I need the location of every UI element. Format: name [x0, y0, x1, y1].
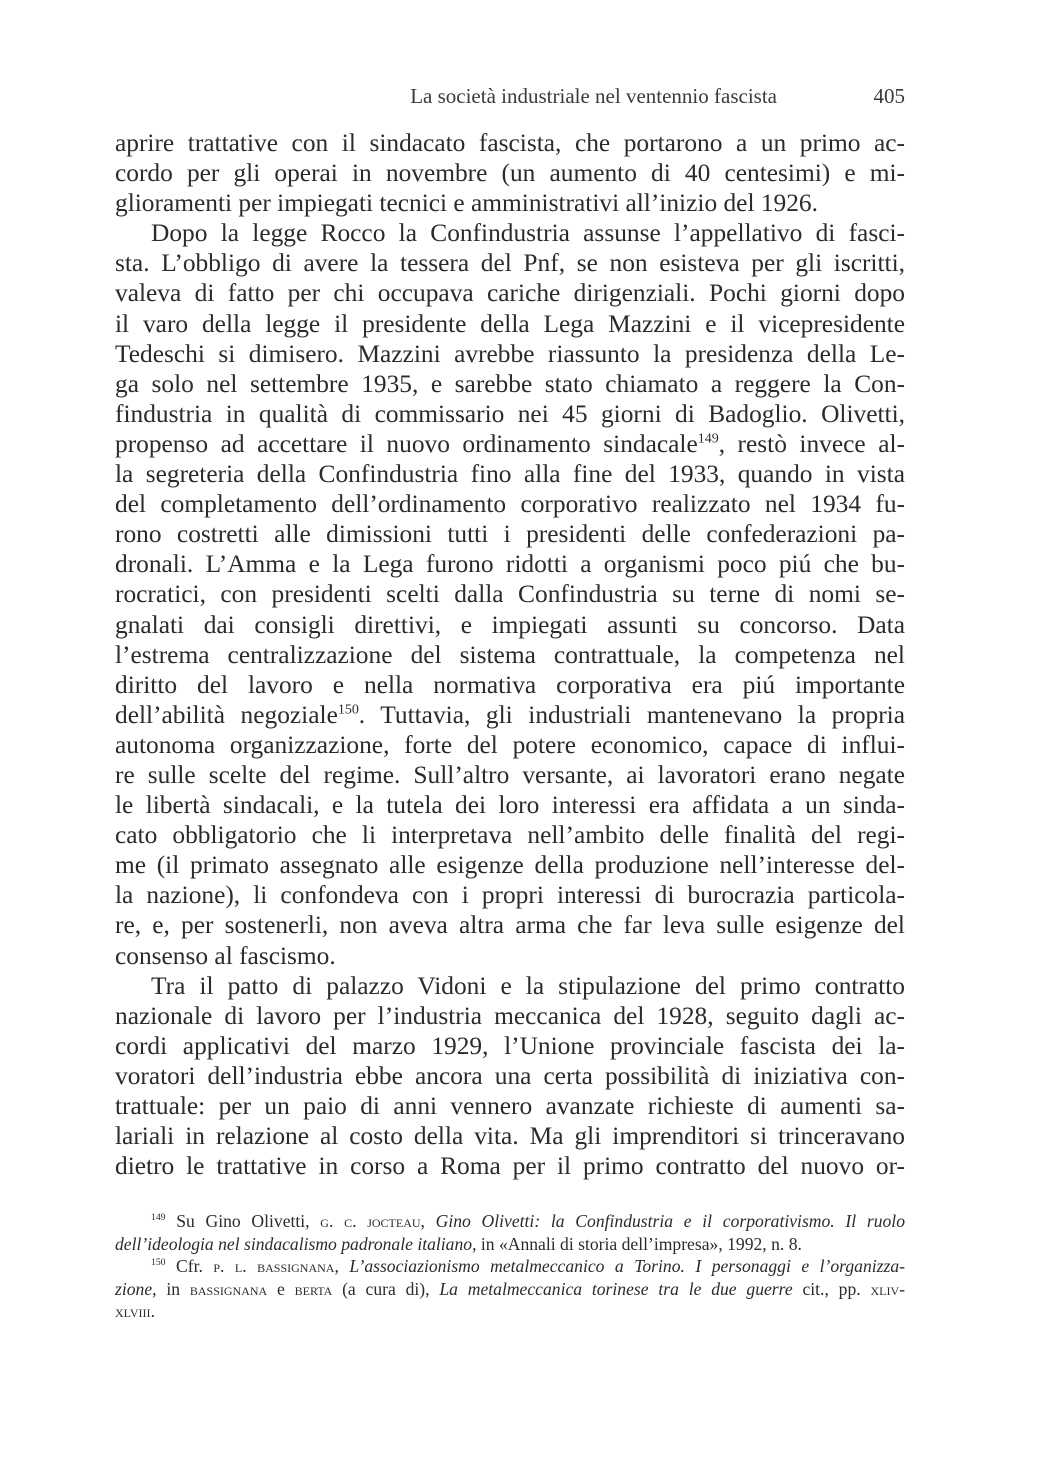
text-line: rocratici, con presidenti scelti dalla Confindustria su terne di nomi se-: [115, 580, 905, 609]
text-segment: . Tuttavia, gli industriali mantenevano la propria: [358, 700, 905, 729]
footnote-ref-149: 149: [697, 431, 719, 447]
text-line: la nazione), li confondeva con i propri interessi di burocrazia particola-: [115, 881, 905, 910]
footnote-150-line: [115, 1300, 905, 1323]
text-line: rono costretti alle dimissioni tutti i presidenti delle confederazioni pa-: [115, 520, 905, 549]
running-title: La società industriale nel ventennio fascista: [410, 84, 777, 108]
footnote-150-line: [115, 1278, 905, 1301]
text-line: autonoma organizzazione, forte del potere economico, capace di influi-: [115, 730, 905, 759]
text-line: Tra il patto di palazzo Vidoni e la stipulazione del primo contratto: [151, 971, 905, 1000]
footnote-text: ,: [420, 1211, 436, 1231]
text-line: diritto del lavoro e nella normativa corporativa era piú importante: [115, 670, 905, 699]
text-line: il varo della legge il presidente della Lega Mazzini e il vicepresidente: [115, 309, 905, 338]
footnote-149-line: [115, 1210, 905, 1233]
text-line: la segreteria della Confindustria fino alla fine del 1933, quando in vista: [115, 460, 905, 489]
text-line: consenso al fascismo.: [115, 941, 336, 970]
text-line: ga solo nel settembre 1935, e sarebbe stato chiamato a reggere la Con-: [115, 369, 905, 398]
text-line: gnalati dai consigli direttivi, e impiegati assunti su concorso. Data: [115, 610, 905, 639]
footnote-text: ,: [334, 1256, 350, 1277]
page-number: 405: [873, 84, 905, 108]
text-line: glioramenti per impiegati tecnici e amministrativi all’inizio del 1926.: [115, 189, 818, 218]
text-line: findustria in qualità di commissario nei 45 giorni di Badoglio. Olivetti,: [115, 399, 905, 428]
footnote-pages: xlviii: [115, 1301, 151, 1322]
footnote-text: , in: [152, 1278, 190, 1299]
text-line: re sulle scelte del regime. Sull’altro versante, ai lavoratori erano negate: [115, 760, 905, 789]
text-line: voratori dell’industria ebbe ancora una certa possibilità di iniziativa con-: [115, 1061, 905, 1090]
text-line: cordo per gli operai in novembre (un aumento di 40 centesimi) e mi-: [115, 159, 905, 188]
footnote-author: berta: [294, 1278, 333, 1299]
footnote-text: (a cura di),: [332, 1278, 440, 1299]
running-header: [115, 84, 905, 114]
footnotes: [115, 1210, 905, 1323]
text-line: l’estrema centralizzazione del sistema contrattuale, la competenza nel: [115, 640, 905, 669]
text-line: del completamento dell’ordinamento corporativo realizzato nel 1934 fu-: [115, 490, 905, 519]
text-line: me (il primato assegnato alle esigenze della produzione nell’interesse del-: [115, 851, 905, 880]
text-line: dietro le trattative in corso a Roma per il primo contratto del nuovo or-: [115, 1152, 905, 1181]
footnote-number: 150: [151, 1257, 166, 1269]
footnote-title: L’associazionismo metalmeccanico a Torino. I personaggi e l’organizza-: [349, 1256, 905, 1277]
footnote-150-line: [115, 1255, 905, 1278]
footnote-text: Su Gino Olivetti,: [176, 1211, 321, 1231]
footnote-ref-150: 150: [337, 702, 359, 718]
footnote-text: cit., pp.: [792, 1278, 871, 1299]
text-line: aprire trattative con il sindacato fascista, che portarono a un primo ac-: [115, 129, 905, 157]
footnote-title: Gino Olivetti: la Confindustria e il corporativismo. Il ruolo: [435, 1211, 905, 1231]
text-segment: dell’abilità negoziale: [115, 700, 338, 729]
text-line: [115, 429, 905, 459]
text-line: re, e, per sostenerli, non aveva altra arma che far leva sulle esigenze del: [115, 911, 905, 940]
text-line: [115, 700, 905, 730]
footnote-text: e: [267, 1278, 295, 1299]
footnote-author: p. l. bassignana: [213, 1256, 335, 1277]
footnote-text: , in «Annali di storia dell’impresa», 1992, n. 8.: [472, 1233, 802, 1254]
text-line: Tedeschi si dimisero. Mazzini avrebbe riassunto la presidenza della Le-: [115, 339, 905, 368]
text-line: valeva di fatto per chi occupava cariche dirigenziali. Pochi giorni dopo: [115, 279, 905, 308]
footnote-text: Cfr.: [176, 1256, 214, 1277]
text-line: nazionale di lavoro per l’industria meccanica del 1928, seguito dagli ac-: [115, 1001, 905, 1030]
footnote-title: dell’ideologia nel sindacalismo padronale italiano: [115, 1233, 473, 1254]
text-line: cato obbligatorio che li interpretava nell’ambito delle finalità del regi-: [115, 821, 905, 850]
text-line: trattuale: per un paio di anni vennero avanzate richieste di aumenti sa-: [115, 1092, 905, 1120]
footnote-text: .: [150, 1301, 155, 1322]
footnote-number: 149: [151, 1212, 166, 1224]
text-line: cordi applicativi del marzo 1929, l’Unione provinciale fascista dei la-: [115, 1031, 905, 1060]
footnote-149-line: [115, 1233, 905, 1256]
footnote-pages: xliv-: [870, 1278, 905, 1299]
footnote-title: La metalmeccanica torinese tra le due guerre: [439, 1278, 793, 1299]
text-line: dronali. L’Amma e la Lega furono ridotti a organismi poco piú che bu-: [115, 550, 905, 579]
text-line: le libertà sindacali, e la tutela dei loro interessi era affidata a un sinda-: [115, 791, 905, 820]
footnote-author: bassignana: [189, 1278, 268, 1299]
text-segment: , restò invece al-: [718, 429, 905, 458]
text-line: Dopo la legge Rocco la Confindustria assunse l’appellativo di fasci-: [151, 219, 905, 248]
footnote-author: g. c. jocteau: [320, 1211, 421, 1231]
text-segment: propenso ad accettare il nuovo ordinamento sindacale: [115, 429, 698, 458]
footnote-title: zione: [115, 1278, 153, 1299]
text-line: lariali in relazione al costo della vita. Ma gli imprenditori si trinceravano: [115, 1122, 905, 1151]
text-line: sta. L’obbligo di avere la tessera del Pnf, se non esisteva per gli iscritti,: [115, 249, 905, 278]
body-text: [115, 128, 905, 1181]
